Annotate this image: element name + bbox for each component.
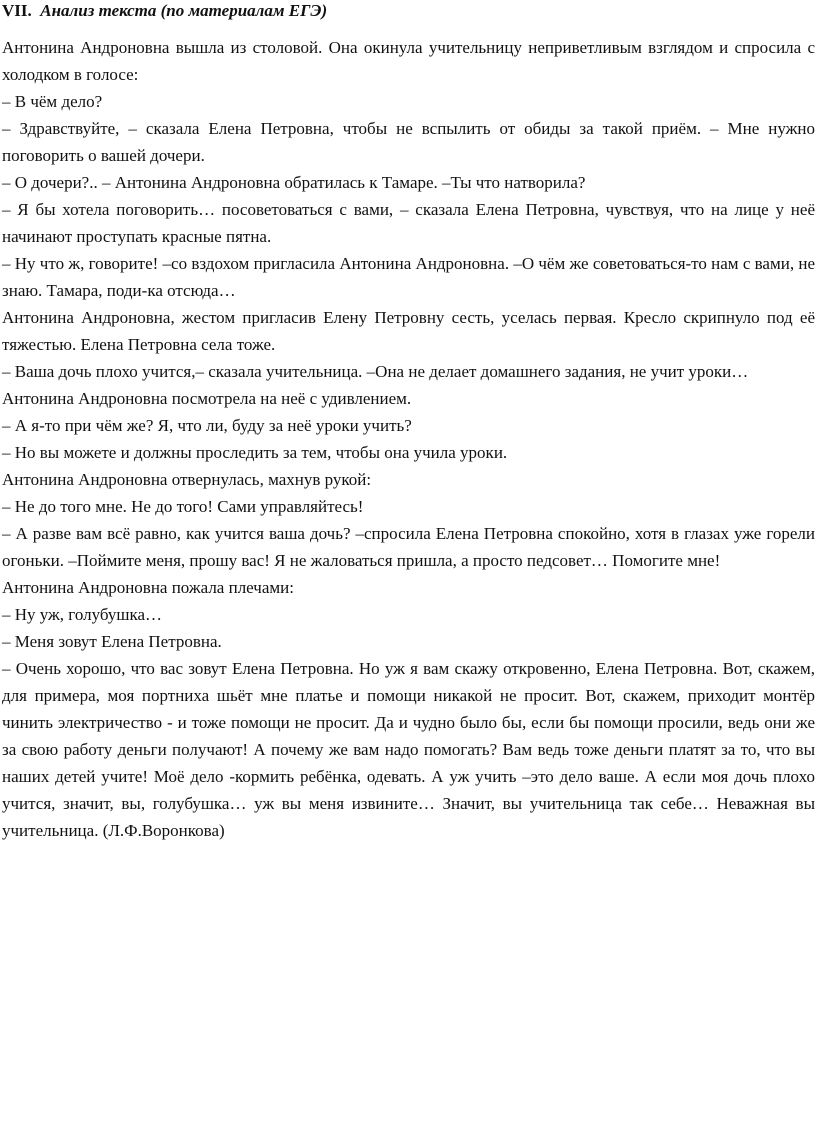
paragraph: Антонина Андроновна, жестом пригласив Елену Петровну сесть, уселась первая. Кресло скрипнуло под её тяжестью. Елена Петровна села тоже. [2,308,815,354]
paragraph: – В чём дело? [2,92,103,111]
paragraph: Антонина Андроновна пожала плечами: [2,578,294,597]
paragraph: Антонина Андроновна вышла из столовой. Она окинула учительницу неприветливым взглядом и спросила с холодком в голосе: [2,38,815,84]
paragraph: – Ну что ж, говорите! –со вздохом пригласила Антонина Андроновна. –О чём же советоваться-то нам с вами, не знаю. Тамара, поди-ка отсюда… [2,254,815,300]
paragraph: – Меня зовут Елена Петровна. [2,632,222,651]
paragraph: – Но вы можете и должны проследить за тем, чтобы она учила уроки. [2,443,508,462]
paragraph: – О дочери?.. – Антонина Андроновна обратилась к Тамаре. –Ты что натворила? [2,173,586,192]
paragraph: – А я-то при чём же? Я, что ли, буду за неё уроки учить? [2,416,412,435]
paragraph: Антонина Андроновна отвернулась, махнув рукой: [2,470,372,489]
paragraph: – Я бы хотела поговорить… посоветоваться с вами, – сказала Елена Петровна, чувствуя, что на лице у неё начинают проступать красные пятна. [2,200,815,246]
section-title: Анализ текста (по материалам ЕГЭ) [40,1,328,20]
paragraph: – А разве вам всё равно, как учится ваша дочь? –спросила Елена Петровна спокойно, хотя в глазах уже горели огоньки. –Поймите меня, прошу вас! Я не жаловаться пришла, а просто педсовет… Помогите мне! [2,524,815,570]
section-heading [2,0,815,34]
paragraph: – Здравствуйте, – сказала Елена Петровна, чтобы не вспылить от обиды за такой приём. – Мне нужно поговорить о вашей дочери. [2,119,815,165]
paragraph: – Очень хорошо, что вас зовут Елена Петровна. Но уж я вам скажу откровенно, Елена Петровна. Вот, скажем, для примера, моя портниха шьёт мне платье и помощи никакой не просит. Вот, скажем, приходит монтёр чинить электричество - и тоже помощи не просит. Да и чудно было бы, если бы помощи просили, ведь они же за свою работу деньги получают! А почему же вам надо помогать? Вам ведь тоже деньги платят за то, что вы наших детей учите! Моё дело -кормить ребёнка, одевать. А уж учить –это дело ваше. А если моя дочь плохо учится, значит, вы, голубушка… уж вы меня извините… Значит, вы учительница так себе… Неважная вы учительница. (Л.Ф.Воронкова) [2,659,815,840]
section-number: VII. [2,1,32,20]
paragraph: – Ваша дочь плохо учится,– сказала учительница. –Она не делает домашнего задания, не учит уроки… [2,362,749,381]
paragraph: – Не до того мне. Не до того! Сами управляйтесь! [2,497,364,516]
paragraph: Антонина Андроновна посмотрела на неё с удивлением. [2,389,412,408]
paragraph: – Ну уж, голубушка… [2,605,163,624]
document-page [2,0,815,844]
